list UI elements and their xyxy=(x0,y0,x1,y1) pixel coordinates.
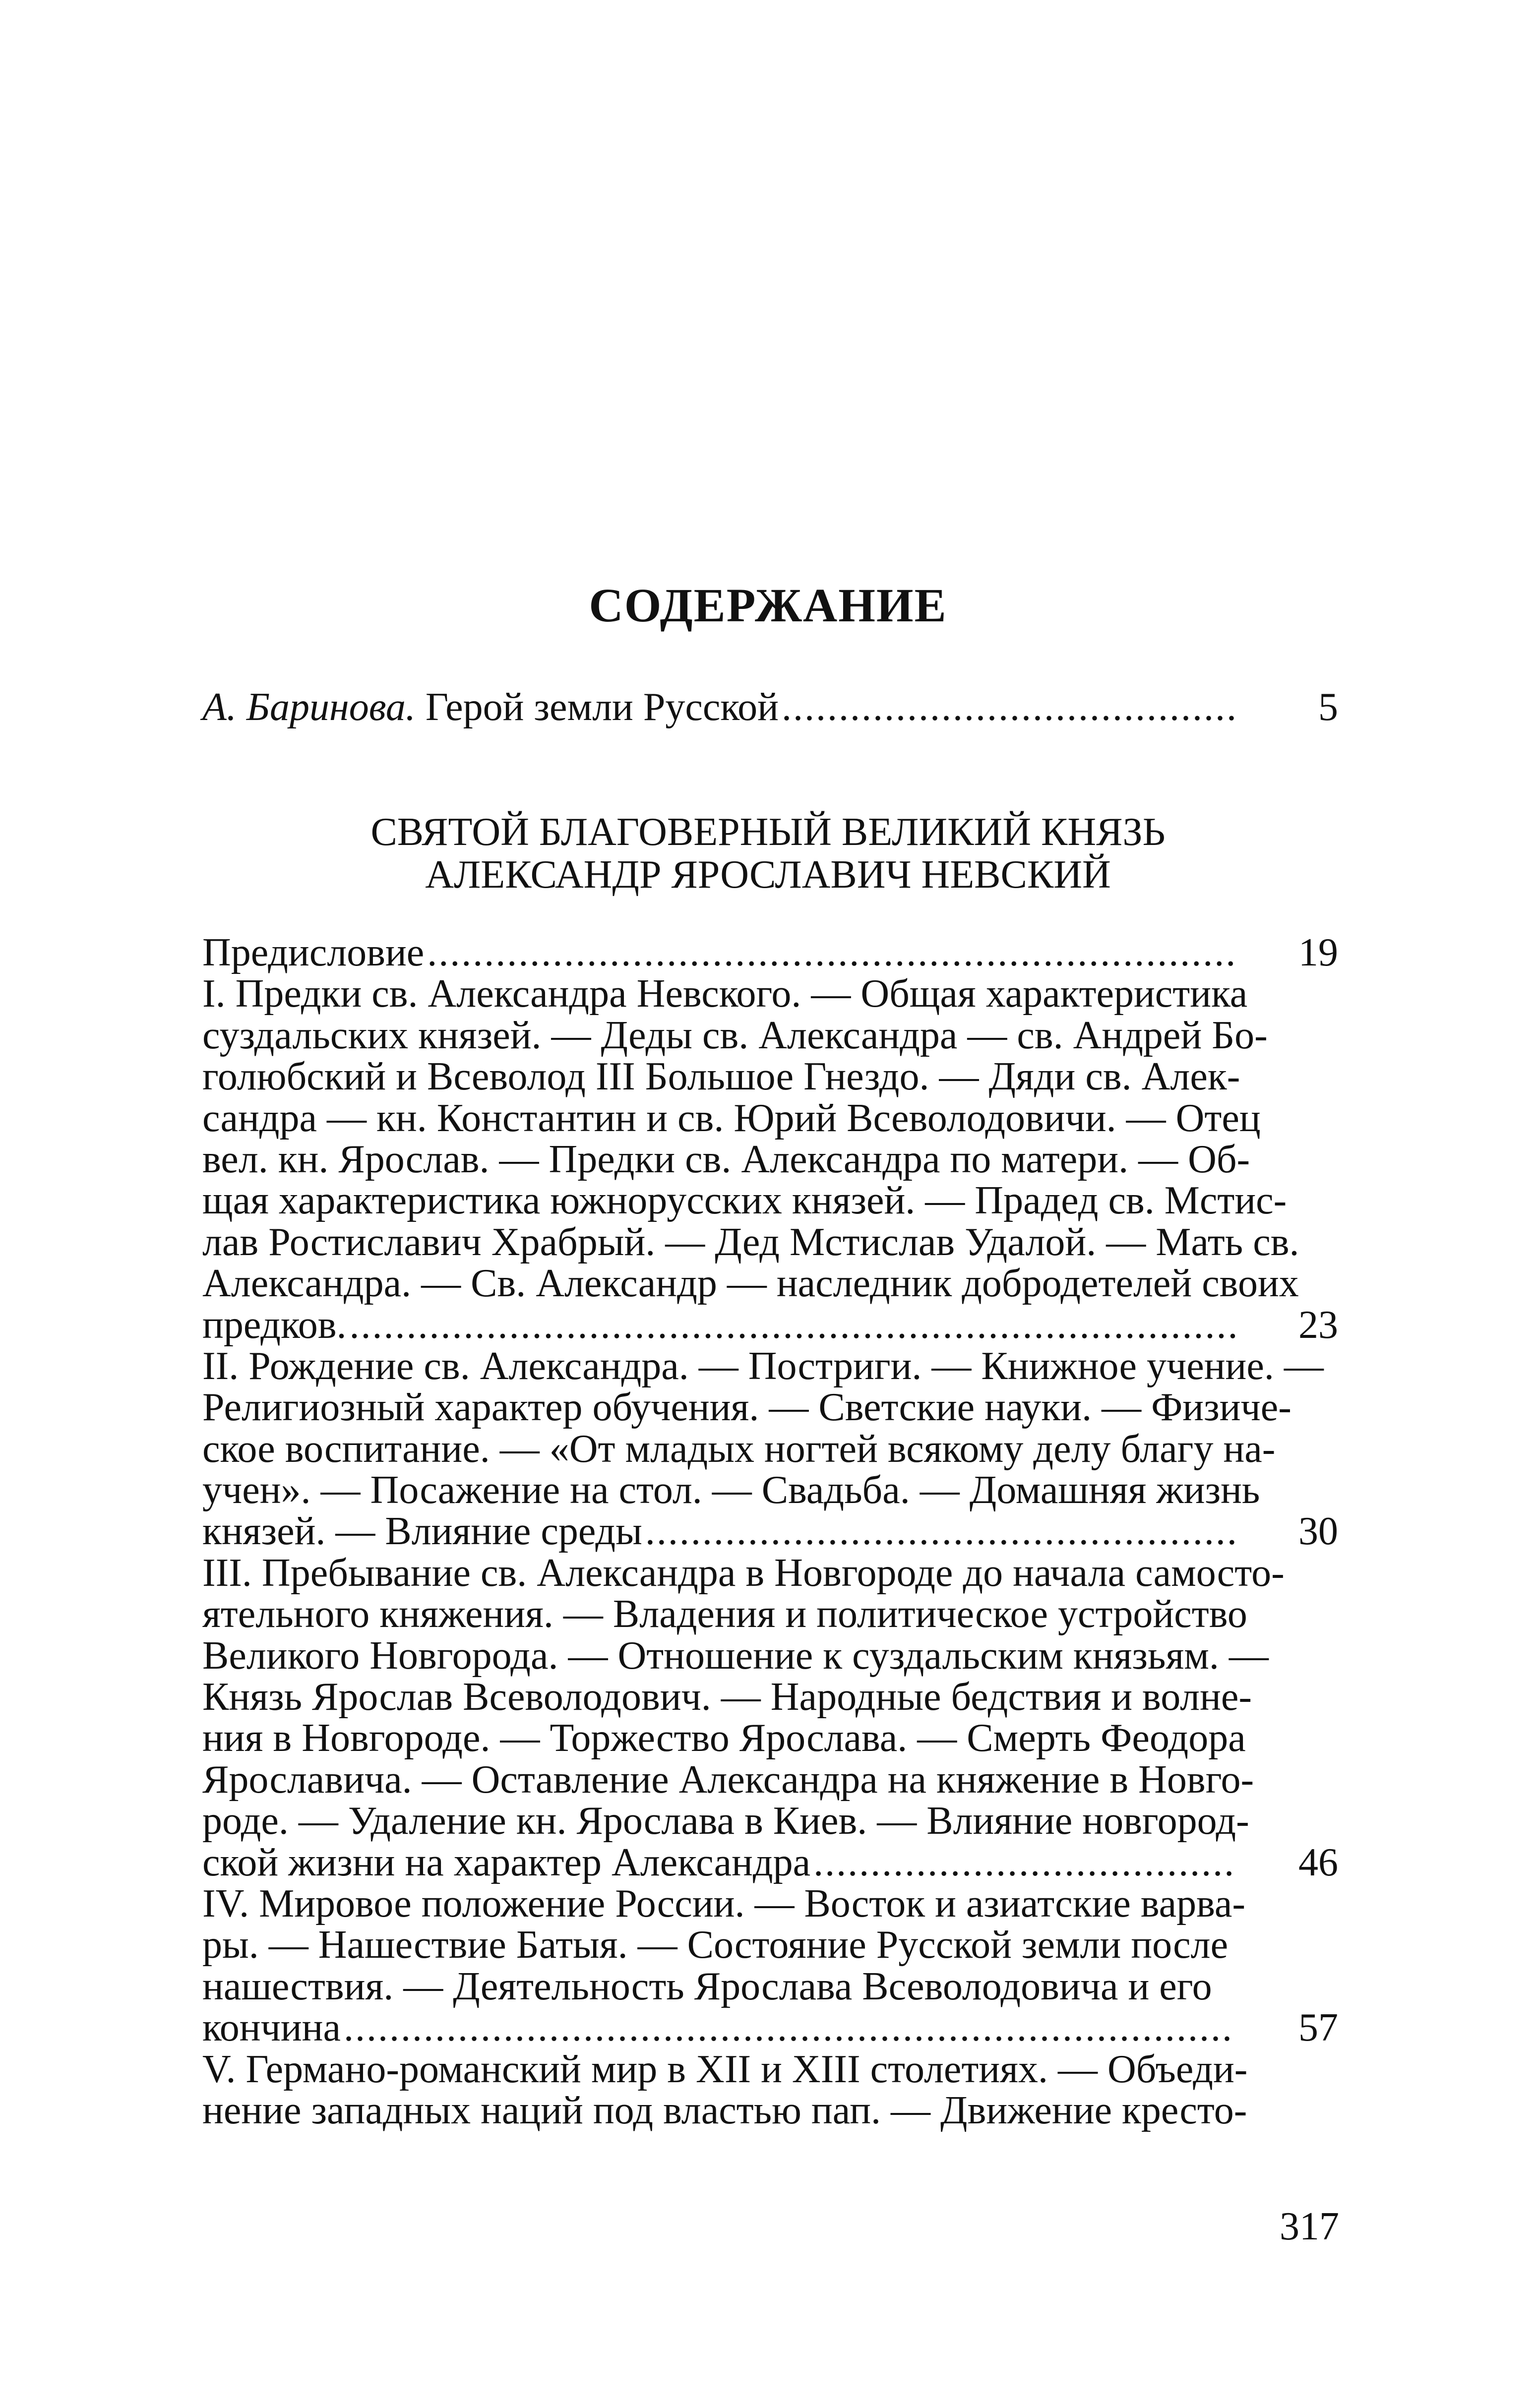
page-ref: 19 xyxy=(1298,931,1338,974)
page-ref: 46 xyxy=(1298,1840,1338,1884)
page-ref: 23 xyxy=(1298,1303,1338,1347)
leader-dots xyxy=(427,932,1236,973)
toc-entry-text: Предисловие xyxy=(202,931,425,974)
leader-dots xyxy=(645,1511,1236,1552)
entry-line: IV. Мировое положение России. — Восток и азиатские варва- xyxy=(202,1881,1245,1926)
leader-dots xyxy=(344,2007,1236,2048)
entry-line: Александра. — Св. Александр — наследник добродетелей своих xyxy=(202,1262,1299,1306)
entry-line: учен». — Посажение на стол. — Свадьба. — Домашняя жизнь xyxy=(202,1468,1260,1512)
page-ref: 5 xyxy=(1318,685,1338,729)
toc-list xyxy=(202,932,1338,2131)
page-ref: 30 xyxy=(1298,1509,1338,1554)
toc-entry-preface xyxy=(202,932,1338,973)
toc-entry-chapter-1 xyxy=(202,973,1338,1346)
toc-entry-text: предков. xyxy=(202,1303,347,1347)
entry-line: V. Германо-романский мир в XII и XIII столетиях. — Объеди- xyxy=(202,2047,1248,2091)
entry-line: II. Рождение св. Александра. — Постриги. — Книжное учение. — xyxy=(202,1344,1324,1388)
entry-line: Ярославича. — Оставление Александра на княжение в Новго- xyxy=(202,1757,1254,1802)
toc-entry-text: князей. — Влияние среды xyxy=(202,1509,642,1554)
entry-line: лав Ростиславич Храбрый. — Дед Мстислав Удалой. — Мать св. xyxy=(202,1220,1299,1264)
entry-line: сандра — кн. Константин и св. Юрий Всеволодовичи. — Отец xyxy=(202,1096,1261,1140)
entry-line: ры. — Нашествие Батыя. — Состояние Русской земли после xyxy=(202,1923,1229,1967)
leader-dots xyxy=(782,687,1236,728)
toc-entry-intro xyxy=(202,687,1338,728)
entry-line: Князь Ярослав Всеволодович. — Народные бедствия и волне- xyxy=(202,1675,1252,1719)
toc-entry-text: ской жизни на характер Александра xyxy=(202,1840,811,1884)
entry-line: вел. кн. Ярослав. — Предки св. Александра по матери. — Об- xyxy=(202,1137,1250,1181)
entry-line: ния в Новгороде. — Торжество Ярослава. — Смерть Феодора xyxy=(202,1716,1246,1760)
toc-intro xyxy=(202,687,1338,728)
entry-line: нашествия. — Деятельность Ярослава Всеволодовича и его xyxy=(202,1964,1212,2008)
entry-line: щая характеристика южнорусских князей. — Прадед св. Мстис- xyxy=(202,1179,1287,1223)
entry-last-line xyxy=(202,1511,1338,1552)
entry-title: Герой земли Русской xyxy=(415,685,779,729)
author-name: А. Баринова. xyxy=(202,685,416,729)
toc-entry-text xyxy=(202,687,779,728)
entry-line: голюбский и Всеволод III Большое Гнездо. — Дяди св. Алек- xyxy=(202,1055,1240,1099)
entry-line: ское воспитание. — «От младых ногтей всякому делу благу на- xyxy=(202,1427,1276,1471)
entry-last-line xyxy=(202,1305,1338,1346)
entry-line: суздальских князей. — Деды св. Александра — св. Андрей Бо- xyxy=(202,1013,1268,1057)
page-title: СОДЕРЖАНИЕ xyxy=(589,579,947,632)
entry-line: роде. — Удаление кн. Ярослава в Киев. — Влияние новгород- xyxy=(202,1799,1249,1843)
toc-entry-text: кончина xyxy=(202,2006,341,2050)
toc-entry-chapter-5 xyxy=(202,2049,1338,2132)
entry-line: III. Пребывание св. Александра в Новгороде до начала самосто- xyxy=(202,1551,1285,1595)
page-ref: 57 xyxy=(1298,2006,1338,2050)
toc-entry-chapter-4 xyxy=(202,1883,1338,2049)
leader-dots xyxy=(813,1842,1236,1883)
section-heading-line-1: СВЯТОЙ БЛАГОВЕРНЫЙ ВЕЛИКИЙ КНЯЗЬ xyxy=(370,810,1166,854)
entry-line: I. Предки св. Александра Невского. — Общая характеристика xyxy=(202,972,1248,1016)
entry-line: ятельного княжения. — Владения и политическое устройство xyxy=(202,1592,1247,1636)
entry-line: нение западных наций под властью пап. — Движение кресто- xyxy=(202,2088,1247,2132)
entry-line: Религиозный характер обучения. — Светские науки. — Физиче- xyxy=(202,1385,1291,1430)
toc-entry-chapter-3 xyxy=(202,1553,1338,1883)
toc-entry-chapter-2 xyxy=(202,1346,1338,1553)
leader-dots xyxy=(350,1305,1236,1346)
entry-last-line xyxy=(202,1842,1338,1883)
entry-last-line xyxy=(202,2007,1338,2048)
page-number: 317 xyxy=(1280,2205,1339,2248)
entry-line: Великого Новгорода. — Отношение к суздальским князьям. — xyxy=(202,1633,1269,1678)
section-heading-line-2: АЛЕКСАНДР ЯРОСЛАВИЧ НЕВСКИЙ xyxy=(425,853,1111,897)
